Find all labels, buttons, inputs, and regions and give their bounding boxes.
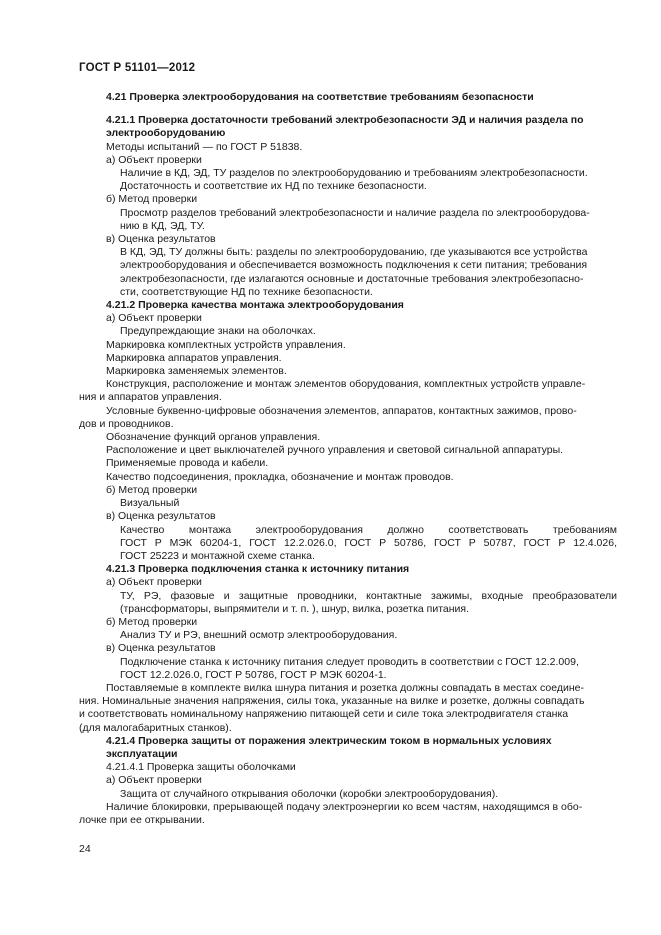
list-item-c: в) Оценка результатов [106, 510, 216, 523]
subsection-heading-4-21-1-cont: электрооборудованию [106, 127, 226, 140]
list-item-a: а) Объект проверки [106, 774, 202, 787]
paragraph: ГОСТ 12.2.026.0, ГОСТ Р 50786, ГОСТ Р МЭК 60204-1. [120, 668, 387, 681]
paragraph: Маркировка заменяемых элементов. [106, 365, 287, 378]
paragraph: Наличие блокировки, прерывающей подачу электроэнергии ко всем частям, находящимся в обо- [106, 800, 583, 813]
list-item-b: б) Метод проверки [106, 615, 198, 628]
paragraph: Применяемые провода и кабели. [106, 457, 269, 470]
subsection-heading-4-21-1: 4.21.1 Проверка достаточности требований электробезопасности ЭД и наличия раздела по [106, 114, 584, 127]
paragraph: Методы испытаний — по ГОСТ Р 51838. [106, 140, 303, 153]
list-item-a: а) Объект проверки [106, 312, 202, 325]
paragraph: нию в КД, ЭД, ТУ. [120, 219, 205, 232]
list-item-c: в) Оценка результатов [106, 642, 216, 655]
section-heading-4-21: 4.21 Проверка электрооборудования на соответствие требованиям безопасности [106, 91, 534, 103]
paragraph-continuation: дов и проводников. [79, 417, 174, 430]
paragraph: Расположение и цвет выключателей ручного управления и световой сигнальной аппаратуры. [106, 444, 564, 457]
paragraph: Защита от случайного открывания оболочки (коробки электрооборудования). [120, 787, 499, 800]
paragraph: Визуальный [120, 497, 180, 510]
paragraph: ГОСТ 25223 и монтажной схеме станка. [120, 549, 315, 562]
list-item-b: б) Метод проверки [106, 483, 198, 496]
paragraph: Подключение станка к источнику питания следует проводить в соответствии с ГОСТ 12.2.009, [120, 655, 579, 668]
paragraph-continuation: ния и аппаратов управления. [79, 391, 222, 404]
paragraph: Предупреждающие знаки на оболочках. [120, 325, 316, 338]
clause-heading-4-21-4-1: 4.21.4.1 Проверка защиты оболочками [106, 761, 296, 774]
paragraph: Поставляемые в комплекте вилка шнура питания и розетка должны совпадать в местах соедине- [106, 681, 584, 694]
paragraph: Качество подсоединения, прокладка, обозначение и монтаж проводов. [106, 470, 454, 483]
subsection-heading-4-21-4-cont: эксплуатации [106, 747, 178, 760]
paragraph-continuation: ния. Номинальные значения напряжения, силы тока, указанные на вилке и розетке, должны совпадать [79, 695, 585, 708]
page-number: 24 [79, 843, 91, 855]
paragraph: электробезопасности, где излагаются основные и достаточные требования электробезопасно- [120, 272, 584, 285]
paragraph: Достаточность и соответствие их НД по технике безопасности. [120, 180, 427, 193]
subsection-heading-4-21-3: 4.21.3 Проверка подключения станка к источнику питания [106, 563, 410, 576]
paragraph: Просмотр разделов требований электробезопасности и наличие раздела по электрооборудова- [120, 206, 590, 219]
paragraph: ГОСТ Р МЭК 60204-1, ГОСТ 12.2.026.0, ГОСТ Р 50786, ГОСТ Р 50787, ГОСТ Р 12.4.026, [120, 536, 617, 549]
paragraph: (трансформаторы, выпрямители и т. п. ), шнур, вилка, розетка питания. [120, 602, 470, 615]
list-item-a: а) Объект проверки [106, 153, 202, 166]
list-item-a: а) Объект проверки [106, 576, 202, 589]
paragraph: Анализ ТУ и РЭ, внешний осмотр электрооборудования. [120, 629, 398, 642]
paragraph-continuation: и соответствовать номинальному напряжению питающей сети и силе тока электродвигателя станка [79, 708, 569, 721]
paragraph: Условные буквенно-цифровые обозначения элементов, аппаратов, контактных зажимов, прово- [106, 404, 577, 417]
paragraph: сти, соответствующие НД по технике безопасности. [120, 285, 373, 298]
document-code: ГОСТ Р 51101—2012 [79, 62, 196, 74]
paragraph: В КД, ЭД, ТУ должны быть: разделы по электрооборудованию, где указываются все устройства [120, 246, 588, 259]
list-item-c: в) Оценка результатов [106, 233, 216, 246]
subsection-heading-4-21-2: 4.21.2 Проверка качества монтажа электрооборудования [106, 299, 404, 312]
paragraph: Конструкция, расположение и монтаж элементов оборудования, комплектных устройств управле- [106, 378, 586, 391]
subsection-heading-4-21-4: 4.21.4 Проверка защиты от поражения электрическим током в нормальных условиях [106, 734, 552, 747]
paragraph: Обозначение функций органов управления. [106, 431, 321, 444]
page-body [79, 91, 617, 827]
paragraph: Качество монтажа электрооборудования должно соответствовать требованиям [120, 523, 617, 536]
paragraph-continuation: (для малогабаритных станков). [79, 721, 232, 734]
list-item-b: б) Метод проверки [106, 193, 198, 206]
paragraph: Маркировка комплектных устройств управления. [106, 338, 346, 351]
paragraph: ТУ, РЭ, фазовые и защитные проводники, контактные зажимы, входные преобразователи [120, 589, 617, 602]
paragraph-continuation: лочке при ее открывании. [79, 813, 205, 826]
paragraph: Маркировка аппаратов управления. [106, 351, 282, 364]
paragraph: Наличие в КД, ЭД, ТУ разделов по электрооборудованию и требованиям электробезопасности. [120, 167, 588, 180]
paragraph: электрооборудования и обеспечивается возможность подключения к сети питания; требования [120, 259, 588, 272]
